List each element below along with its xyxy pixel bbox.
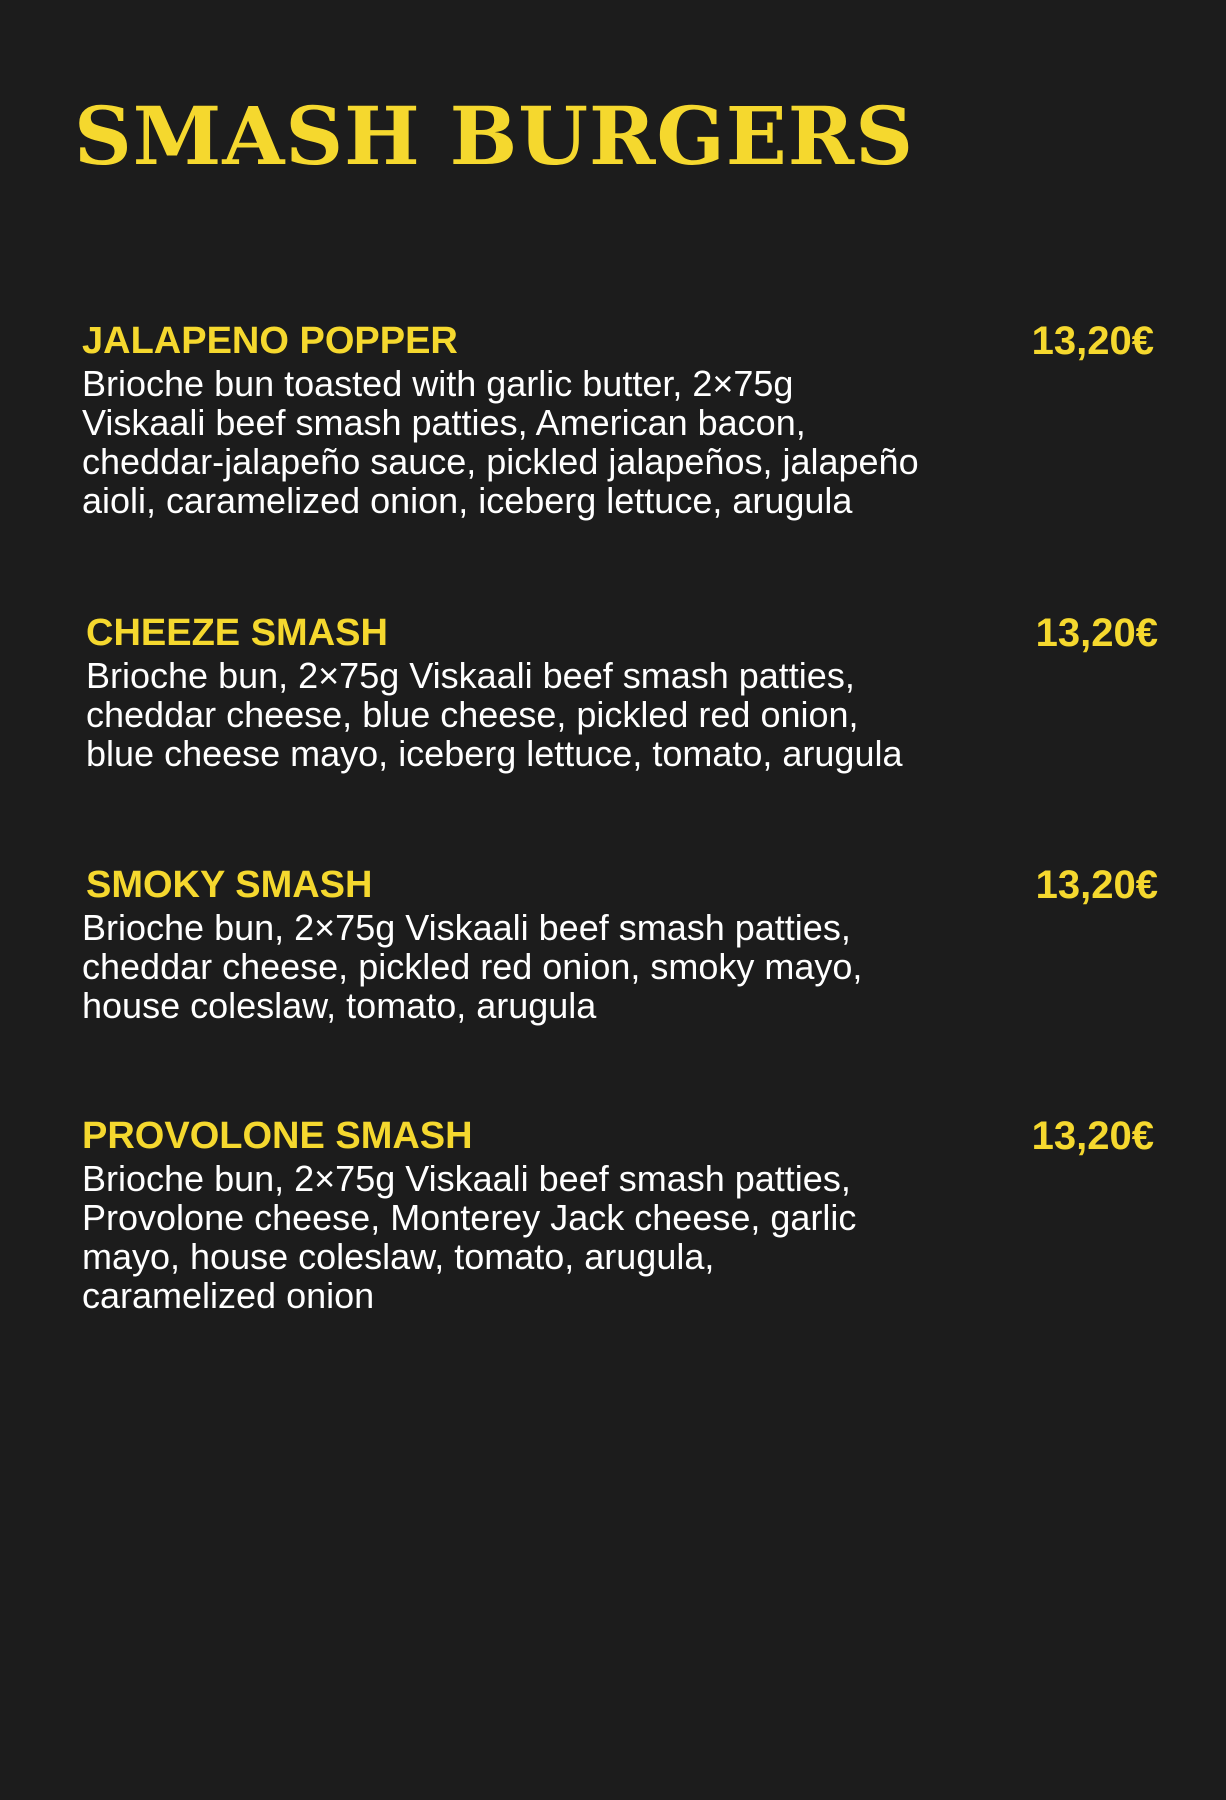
menu-item-description: Brioche bun toasted with garlic butter, 2×75g Viskaali beef smash patties, American bacon, cheddar-jalapeño sauce, pickled jalapeños, jalapeño aioli, caramelized onion, iceberg lettuce, arugula: [82, 363, 919, 521]
menu-item-provolone-smash: [82, 1113, 1152, 1315]
menu-item-smoky-smash: [82, 862, 1158, 1026]
menu-item-name: SMOKY SMASH: [86, 864, 373, 906]
menu-item-header: [86, 610, 1156, 656]
menu-item-description: Brioche bun, 2×75g Viskaali beef smash patties, cheddar cheese, blue cheese, pickled red onion, blue cheese mayo, iceberg lettuce, tomato, arugula: [86, 655, 903, 774]
menu-title: SMASH BURGERS: [74, 89, 915, 183]
menu-item-jalapeno-popper: [82, 318, 1152, 520]
menu-item-price: 13,20€: [1035, 863, 1158, 907]
menu-item-description: Brioche bun, 2×75g Viskaali beef smash patties, Provolone cheese, Monterey Jack cheese, garlic mayo, house coleslaw, tomato, arugula, caramelized onion: [82, 1158, 857, 1316]
menu-item-description: Brioche bun, 2×75g Viskaali beef smash patties, cheddar cheese, pickled red onion, smoky mayo, house coleslaw, tomato, arugula: [82, 907, 863, 1026]
menu-item-name: PROVOLONE SMASH: [82, 1115, 473, 1157]
menu-item-header: [82, 318, 1152, 364]
menu-item-name: CHEEZE SMASH: [86, 612, 388, 654]
menu-item-header: [86, 862, 1156, 908]
menu-item-cheeze-smash: [86, 610, 1156, 773]
menu-item-header: [82, 1113, 1152, 1159]
menu-item-price: 13,20€: [1031, 1114, 1154, 1158]
menu-item-price: 13,20€: [1031, 319, 1154, 363]
menu-item-name: JALAPENO POPPER: [82, 320, 458, 362]
menu-item-price: 13,20€: [1035, 611, 1158, 655]
